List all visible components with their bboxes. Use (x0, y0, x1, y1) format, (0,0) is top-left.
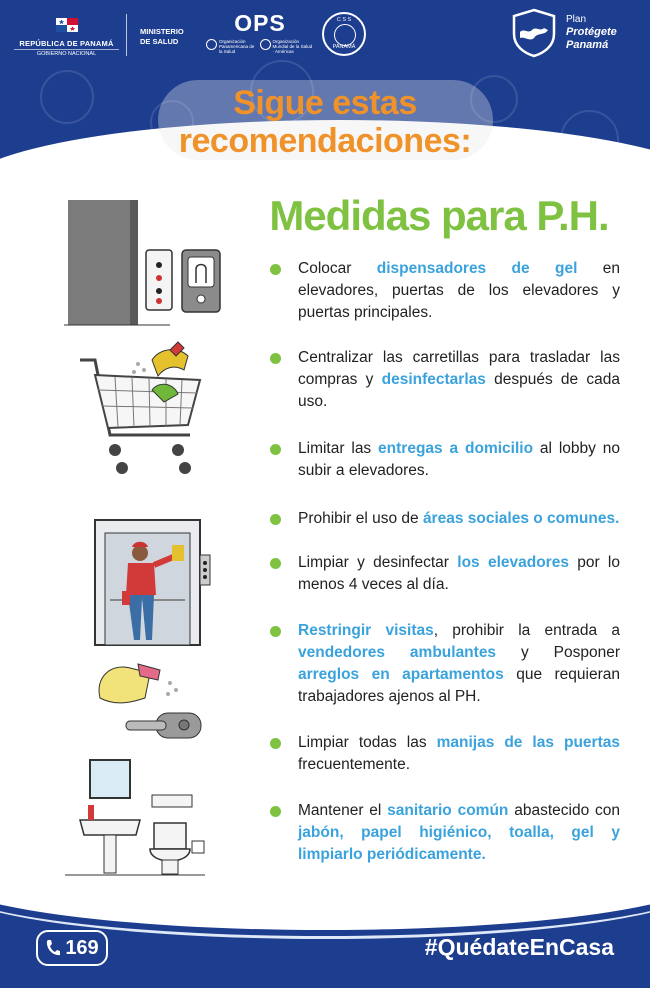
shopping-cart-illustration (60, 340, 210, 480)
ministry-line1: MINISTERIO (140, 27, 184, 36)
css-seal-top: C S S (336, 17, 352, 23)
headline-line1: Sigue estas (233, 84, 417, 122)
css-emblem-icon (334, 24, 356, 46)
elevator-gel-dispenser-illustration (60, 195, 240, 330)
plan-protegete-logo (510, 8, 640, 60)
bullet-icon (270, 444, 281, 455)
list-item-text: Colocar dispensadores de gel en elevadores, puertas de los elevadores y puertas principales. (298, 260, 620, 321)
hashtag: #QuédateEnCasa (424, 934, 614, 960)
shield-icon (510, 8, 558, 58)
list-item (270, 732, 620, 776)
list-item (270, 800, 620, 866)
hotline-number: 169 (65, 936, 99, 959)
bullet-icon (270, 264, 281, 275)
bullet-icon (270, 626, 281, 637)
ops-logo (206, 10, 314, 54)
ministry-line2: DE SALUD (140, 37, 179, 46)
hotline-badge (36, 930, 108, 966)
government-subtitle: GOBIERNO NACIONAL (14, 49, 119, 57)
phone-icon (45, 939, 61, 957)
headline-line2: recomendaciones: (178, 122, 472, 160)
list-item (270, 438, 620, 482)
globe-icon (206, 39, 217, 50)
plan-line2: Protégete (566, 26, 617, 38)
logo-bar (0, 0, 650, 70)
list-item (270, 620, 620, 708)
list-item-text: Restringir visitas, prohibir la entrada a vendedores ambulantes y Posponer arreglos en apartamentos que requieran trabajadores ajenos al PH. (298, 622, 621, 705)
bullet-icon (270, 514, 281, 525)
ministry-logo (140, 27, 184, 47)
list-item-text: Limpiar todas las manijas de las puertas frecuentemente. (298, 734, 620, 773)
list-item (270, 347, 620, 413)
plan-line1: Plan (566, 14, 587, 25)
list-item-text: Centralizar las carretillas para trasladar las compras y desinfectarlas después de cada uso. (298, 349, 620, 410)
elevator-cleaning-illustration (60, 515, 220, 650)
bathroom-illustration (60, 755, 210, 880)
list-item-text: Limitar las entregas a domicilio al lobby no subir a elevadores. (298, 440, 620, 479)
ops-title: OPS (234, 10, 286, 36)
logo-divider (126, 14, 127, 56)
government-name: REPÚBLICA DE PANAMÁ (19, 39, 114, 48)
plan-line3: Panamá (566, 39, 609, 51)
headline (0, 84, 650, 160)
bullet-icon (270, 353, 281, 364)
door-handle-illustration (60, 658, 220, 748)
panama-flag-icon (56, 18, 78, 32)
ops-org2: Organización Mundial de la Salud · Américas (272, 39, 313, 54)
list-item (270, 258, 620, 324)
list-item-text: Prohibir el uso de áreas sociales o comunes. (298, 510, 620, 527)
css-seal (322, 12, 366, 56)
bullet-icon (270, 806, 281, 817)
bullet-icon (270, 738, 281, 749)
government-logo (14, 18, 119, 57)
css-seal-bottom: PANAMÁ (332, 44, 356, 50)
globe-icon (260, 39, 271, 50)
footer-band (0, 890, 650, 988)
bullet-icon (270, 558, 281, 569)
ops-org1: Organización Panamericana de la Salud (219, 39, 255, 54)
page-subtitle: Medidas para P.H. (269, 192, 609, 239)
list-item-text: Limpiar y desinfectar los elevadores por lo menos 4 veces al día. (298, 554, 620, 593)
list-item-text: Mantener el sanitario común abastecido con jabón, papel higiénico, toalla, gel y limpiarlo periódicamente. (298, 802, 620, 863)
list-item (270, 508, 620, 530)
list-item (270, 552, 620, 596)
